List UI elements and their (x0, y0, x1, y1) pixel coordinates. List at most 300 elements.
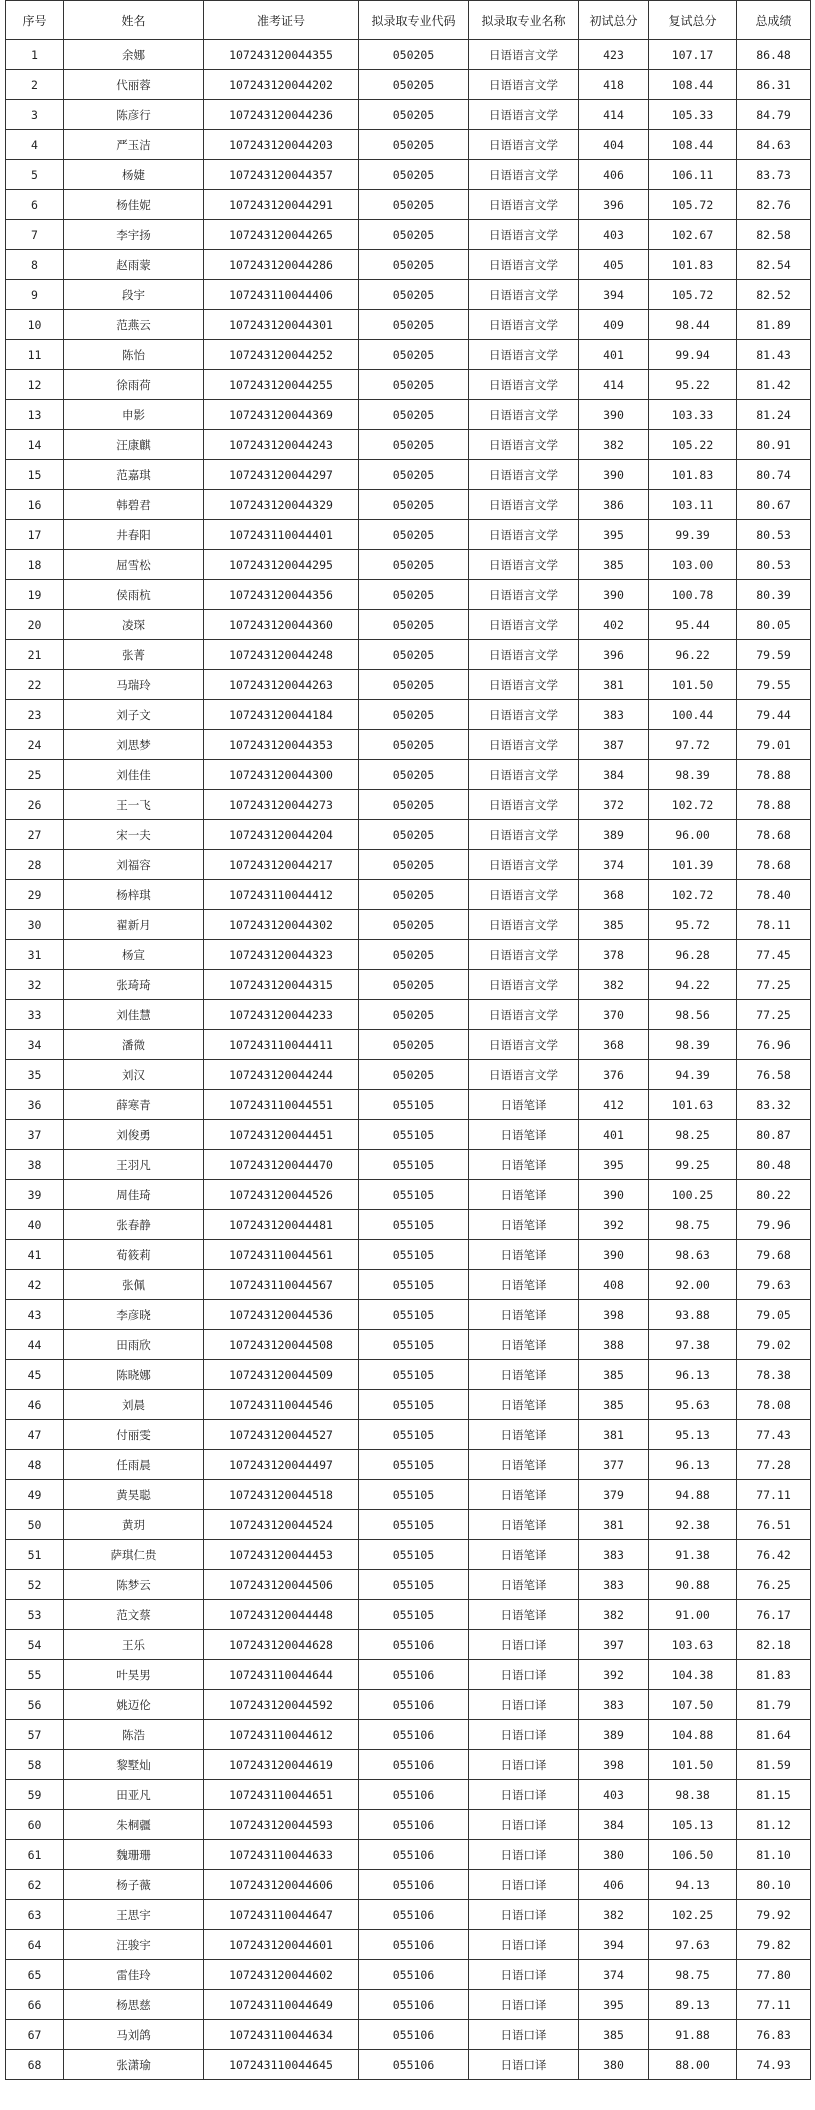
table-row (6, 310, 811, 340)
cell-retest-score: 105.72 (649, 190, 737, 220)
column-header-name: 姓名 (64, 1, 204, 40)
cell-retest-score: 106.50 (649, 1840, 737, 1870)
cell-major-code: 055106 (359, 1840, 469, 1870)
cell-retest-score: 102.72 (649, 880, 737, 910)
cell-index: 38 (6, 1150, 64, 1180)
table-row (6, 1120, 811, 1150)
cell-major-name: 日语语言文学 (469, 520, 579, 550)
cell-initial-score: 388 (579, 1330, 649, 1360)
cell-exam-id: 107243120044236 (204, 100, 359, 130)
cell-retest-score: 99.94 (649, 340, 737, 370)
cell-major-code: 050205 (359, 550, 469, 580)
cell-initial-score: 390 (579, 580, 649, 610)
cell-index: 3 (6, 100, 64, 130)
cell-major-name: 日语笔译 (469, 1450, 579, 1480)
cell-exam-id: 107243120044518 (204, 1480, 359, 1510)
cell-total-score: 84.63 (737, 130, 811, 160)
cell-major-code: 050205 (359, 580, 469, 610)
table-row (6, 1060, 811, 1090)
cell-index: 66 (6, 1990, 64, 2020)
cell-exam-id: 107243120044297 (204, 460, 359, 490)
cell-major-code: 055105 (359, 1600, 469, 1630)
cell-retest-score: 88.00 (649, 2050, 737, 2080)
cell-major-name: 日语笔译 (469, 1180, 579, 1210)
table-row (6, 1210, 811, 1240)
cell-name: 黄玥 (64, 1510, 204, 1540)
cell-total-score: 84.79 (737, 100, 811, 130)
cell-index: 56 (6, 1690, 64, 1720)
cell-name: 黎墅灿 (64, 1750, 204, 1780)
cell-initial-score: 381 (579, 670, 649, 700)
cell-major-code: 055106 (359, 1780, 469, 1810)
cell-name: 付丽雯 (64, 1420, 204, 1450)
cell-retest-score: 90.88 (649, 1570, 737, 1600)
cell-retest-score: 101.50 (649, 670, 737, 700)
cell-major-code: 055106 (359, 1810, 469, 1840)
cell-retest-score: 104.88 (649, 1720, 737, 1750)
cell-retest-score: 105.72 (649, 280, 737, 310)
cell-major-code: 050205 (359, 1060, 469, 1090)
cell-total-score: 83.73 (737, 160, 811, 190)
cell-major-code: 050205 (359, 40, 469, 70)
table-row (6, 670, 811, 700)
cell-total-score: 76.96 (737, 1030, 811, 1060)
cell-exam-id: 107243120044536 (204, 1300, 359, 1330)
cell-initial-score: 382 (579, 1900, 649, 1930)
cell-total-score: 79.59 (737, 640, 811, 670)
cell-major-name: 日语语言文学 (469, 970, 579, 1000)
cell-major-name: 日语笔译 (469, 1120, 579, 1150)
cell-initial-score: 384 (579, 1810, 649, 1840)
cell-major-name: 日语语言文学 (469, 910, 579, 940)
cell-index: 15 (6, 460, 64, 490)
cell-major-code: 050205 (359, 370, 469, 400)
cell-exam-id: 107243120044508 (204, 1330, 359, 1360)
cell-major-code: 050205 (359, 310, 469, 340)
table-row (6, 1900, 811, 1930)
cell-retest-score: 103.63 (649, 1630, 737, 1660)
cell-total-score: 81.79 (737, 1690, 811, 1720)
cell-major-code: 055106 (359, 1630, 469, 1660)
table-row (6, 1990, 811, 2020)
cell-initial-score: 403 (579, 1780, 649, 1810)
cell-total-score: 80.87 (737, 1120, 811, 1150)
table-row (6, 1000, 811, 1030)
cell-initial-score: 389 (579, 1720, 649, 1750)
cell-initial-score: 392 (579, 1210, 649, 1240)
cell-exam-id: 107243120044360 (204, 610, 359, 640)
cell-initial-score: 383 (579, 700, 649, 730)
cell-exam-id: 107243120044448 (204, 1600, 359, 1630)
cell-major-code: 050205 (359, 70, 469, 100)
cell-name: 张春静 (64, 1210, 204, 1240)
cell-retest-score: 91.88 (649, 2020, 737, 2050)
cell-major-name: 日语笔译 (469, 1090, 579, 1120)
cell-initial-score: 390 (579, 460, 649, 490)
cell-exam-id: 107243120044286 (204, 250, 359, 280)
cell-retest-score: 100.25 (649, 1180, 737, 1210)
cell-major-name: 日语笔译 (469, 1540, 579, 1570)
cell-major-code: 050205 (359, 1000, 469, 1030)
cell-total-score: 79.01 (737, 730, 811, 760)
cell-index: 23 (6, 700, 64, 730)
cell-major-name: 日语语言文学 (469, 280, 579, 310)
cell-major-name: 日语语言文学 (469, 820, 579, 850)
cell-initial-score: 423 (579, 40, 649, 70)
cell-exam-id: 107243120044619 (204, 1750, 359, 1780)
cell-retest-score: 98.56 (649, 1000, 737, 1030)
cell-initial-score: 414 (579, 370, 649, 400)
cell-major-code: 050205 (359, 790, 469, 820)
cell-major-name: 日语口译 (469, 1870, 579, 1900)
cell-name: 张菁 (64, 640, 204, 670)
cell-initial-score: 395 (579, 1150, 649, 1180)
cell-exam-id: 107243120044524 (204, 1510, 359, 1540)
cell-total-score: 81.10 (737, 1840, 811, 1870)
cell-initial-score: 396 (579, 640, 649, 670)
cell-major-code: 055106 (359, 1690, 469, 1720)
cell-major-code: 055105 (359, 1480, 469, 1510)
cell-major-name: 日语语言文学 (469, 130, 579, 160)
cell-initial-score: 412 (579, 1090, 649, 1120)
cell-major-code: 050205 (359, 730, 469, 760)
cell-major-name: 日语语言文学 (469, 460, 579, 490)
cell-exam-id: 107243120044291 (204, 190, 359, 220)
cell-retest-score: 97.72 (649, 730, 737, 760)
cell-name: 陈怡 (64, 340, 204, 370)
cell-initial-score: 383 (579, 1690, 649, 1720)
table-row (6, 1840, 811, 1870)
cell-total-score: 82.54 (737, 250, 811, 280)
table-row (6, 1660, 811, 1690)
cell-name: 宋一夫 (64, 820, 204, 850)
cell-initial-score: 396 (579, 190, 649, 220)
cell-index: 22 (6, 670, 64, 700)
cell-initial-score: 397 (579, 1630, 649, 1660)
cell-major-name: 日语语言文学 (469, 340, 579, 370)
cell-major-code: 055105 (359, 1390, 469, 1420)
cell-index: 48 (6, 1450, 64, 1480)
cell-total-score: 74.93 (737, 2050, 811, 2080)
cell-major-code: 050205 (359, 670, 469, 700)
cell-index: 64 (6, 1930, 64, 1960)
cell-total-score: 77.11 (737, 1480, 811, 1510)
cell-name: 屈雪松 (64, 550, 204, 580)
cell-retest-score: 95.22 (649, 370, 737, 400)
cell-index: 13 (6, 400, 64, 430)
cell-retest-score: 100.44 (649, 700, 737, 730)
cell-exam-id: 107243120044602 (204, 1960, 359, 1990)
cell-retest-score: 94.22 (649, 970, 737, 1000)
table-row (6, 970, 811, 1000)
cell-major-name: 日语口译 (469, 2020, 579, 2050)
cell-major-code: 055105 (359, 1450, 469, 1480)
table-row (6, 160, 811, 190)
cell-initial-score: 374 (579, 1960, 649, 1990)
cell-total-score: 78.68 (737, 850, 811, 880)
cell-total-score: 79.68 (737, 1240, 811, 1270)
cell-major-name: 日语笔译 (469, 1570, 579, 1600)
cell-index: 59 (6, 1780, 64, 1810)
cell-exam-id: 107243120044329 (204, 490, 359, 520)
cell-retest-score: 104.38 (649, 1660, 737, 1690)
cell-exam-id: 107243120044295 (204, 550, 359, 580)
cell-index: 16 (6, 490, 64, 520)
cell-exam-id: 107243120044593 (204, 1810, 359, 1840)
cell-major-code: 055106 (359, 2020, 469, 2050)
cell-major-code: 055106 (359, 1660, 469, 1690)
cell-total-score: 80.91 (737, 430, 811, 460)
cell-index: 19 (6, 580, 64, 610)
cell-name: 张潇瑜 (64, 2050, 204, 2080)
cell-retest-score: 102.67 (649, 220, 737, 250)
cell-name: 杨子薇 (64, 1870, 204, 1900)
table-row (6, 1360, 811, 1390)
cell-total-score: 76.58 (737, 1060, 811, 1090)
cell-retest-score: 103.33 (649, 400, 737, 430)
cell-exam-id: 107243120044481 (204, 1210, 359, 1240)
cell-name: 王乐 (64, 1630, 204, 1660)
table-row (6, 820, 811, 850)
cell-name: 陈浩 (64, 1720, 204, 1750)
table-row (6, 1150, 811, 1180)
cell-index: 41 (6, 1240, 64, 1270)
cell-index: 17 (6, 520, 64, 550)
cell-exam-id: 107243110044406 (204, 280, 359, 310)
table-row (6, 1630, 811, 1660)
table-row (6, 1240, 811, 1270)
table-row (6, 760, 811, 790)
cell-initial-score: 382 (579, 970, 649, 1000)
cell-exam-id: 107243120044248 (204, 640, 359, 670)
cell-name: 刘汉 (64, 1060, 204, 1090)
cell-initial-score: 395 (579, 520, 649, 550)
cell-major-name: 日语语言文学 (469, 1030, 579, 1060)
cell-index: 33 (6, 1000, 64, 1030)
table-row (6, 910, 811, 940)
cell-total-score: 80.53 (737, 550, 811, 580)
table-row (6, 1570, 811, 1600)
cell-index: 11 (6, 340, 64, 370)
cell-exam-id: 107243120044233 (204, 1000, 359, 1030)
cell-initial-score: 414 (579, 100, 649, 130)
cell-index: 39 (6, 1180, 64, 1210)
cell-name: 刘晨 (64, 1390, 204, 1420)
cell-retest-score: 98.75 (649, 1210, 737, 1240)
cell-total-score: 86.31 (737, 70, 811, 100)
cell-exam-id: 107243120044244 (204, 1060, 359, 1090)
cell-retest-score: 105.22 (649, 430, 737, 460)
cell-retest-score: 98.39 (649, 1030, 737, 1060)
cell-major-name: 日语语言文学 (469, 160, 579, 190)
cell-name: 任雨晨 (64, 1450, 204, 1480)
cell-exam-id: 107243120044203 (204, 130, 359, 160)
cell-retest-score: 101.50 (649, 1750, 737, 1780)
cell-index: 58 (6, 1750, 64, 1780)
cell-index: 21 (6, 640, 64, 670)
cell-exam-id: 107243120044301 (204, 310, 359, 340)
cell-exam-id: 107243120044184 (204, 700, 359, 730)
cell-major-code: 050205 (359, 970, 469, 1000)
table-row (6, 1330, 811, 1360)
cell-major-name: 日语口译 (469, 1990, 579, 2020)
cell-index: 49 (6, 1480, 64, 1510)
cell-total-score: 80.53 (737, 520, 811, 550)
cell-total-score: 78.38 (737, 1360, 811, 1390)
cell-total-score: 77.11 (737, 1990, 811, 2020)
cell-initial-score: 385 (579, 910, 649, 940)
cell-total-score: 78.88 (737, 760, 811, 790)
cell-name: 侯雨杭 (64, 580, 204, 610)
cell-retest-score: 99.39 (649, 520, 737, 550)
cell-retest-score: 97.38 (649, 1330, 737, 1360)
cell-total-score: 80.67 (737, 490, 811, 520)
cell-name: 叶昊男 (64, 1660, 204, 1690)
table-row (6, 220, 811, 250)
cell-total-score: 79.63 (737, 1270, 811, 1300)
cell-index: 5 (6, 160, 64, 190)
cell-major-code: 055105 (359, 1540, 469, 1570)
cell-exam-id: 107243120044628 (204, 1630, 359, 1660)
cell-retest-score: 96.28 (649, 940, 737, 970)
cell-name: 翟新月 (64, 910, 204, 940)
cell-major-name: 日语语言文学 (469, 790, 579, 820)
cell-name: 杨梓琪 (64, 880, 204, 910)
table-row (6, 1690, 811, 1720)
cell-retest-score: 102.25 (649, 1900, 737, 1930)
table-row (6, 1600, 811, 1630)
cell-initial-score: 382 (579, 430, 649, 460)
cell-major-name: 日语语言文学 (469, 250, 579, 280)
cell-major-name: 日语口译 (469, 1750, 579, 1780)
cell-major-name: 日语口译 (469, 1900, 579, 1930)
cell-major-name: 日语口译 (469, 2050, 579, 2080)
table-row (6, 340, 811, 370)
cell-major-code: 050205 (359, 940, 469, 970)
score-table-container (5, 0, 810, 2080)
cell-major-name: 日语语言文学 (469, 490, 579, 520)
cell-major-code: 050205 (359, 700, 469, 730)
cell-exam-id: 107243120044263 (204, 670, 359, 700)
cell-exam-id: 107243110044551 (204, 1090, 359, 1120)
cell-major-name: 日语笔译 (469, 1270, 579, 1300)
cell-initial-score: 374 (579, 850, 649, 880)
table-row (6, 580, 811, 610)
cell-name: 田亚凡 (64, 1780, 204, 1810)
cell-total-score: 77.28 (737, 1450, 811, 1480)
cell-total-score: 79.92 (737, 1900, 811, 1930)
cell-retest-score: 98.75 (649, 1960, 737, 1990)
cell-major-code: 055105 (359, 1180, 469, 1210)
cell-total-score: 78.40 (737, 880, 811, 910)
cell-major-name: 日语笔译 (469, 1150, 579, 1180)
table-row (6, 520, 811, 550)
cell-index: 12 (6, 370, 64, 400)
cell-initial-score: 408 (579, 1270, 649, 1300)
cell-initial-score: 418 (579, 70, 649, 100)
table-row (6, 730, 811, 760)
cell-index: 30 (6, 910, 64, 940)
cell-exam-id: 107243120044357 (204, 160, 359, 190)
cell-exam-id: 107243110044411 (204, 1030, 359, 1060)
cell-index: 50 (6, 1510, 64, 1540)
cell-retest-score: 94.39 (649, 1060, 737, 1090)
cell-major-name: 日语语言文学 (469, 370, 579, 400)
cell-index: 52 (6, 1570, 64, 1600)
cell-total-score: 82.18 (737, 1630, 811, 1660)
table-row (6, 1270, 811, 1300)
cell-major-code: 055106 (359, 1960, 469, 1990)
cell-name: 刘子文 (64, 700, 204, 730)
cell-initial-score: 395 (579, 1990, 649, 2020)
cell-major-name: 日语笔译 (469, 1390, 579, 1420)
cell-major-name: 日语语言文学 (469, 580, 579, 610)
cell-initial-score: 406 (579, 160, 649, 190)
cell-major-name: 日语语言文学 (469, 610, 579, 640)
cell-major-name: 日语笔译 (469, 1480, 579, 1510)
cell-major-name: 日语口译 (469, 1930, 579, 1960)
table-row (6, 40, 811, 70)
cell-exam-id: 107243110044651 (204, 1780, 359, 1810)
cell-major-code: 050205 (359, 460, 469, 490)
cell-total-score: 83.32 (737, 1090, 811, 1120)
admission-score-table (5, 0, 811, 2080)
cell-exam-id: 107243110044612 (204, 1720, 359, 1750)
cell-major-name: 日语口译 (469, 1810, 579, 1840)
cell-index: 28 (6, 850, 64, 880)
cell-major-code: 050205 (359, 220, 469, 250)
cell-initial-score: 402 (579, 610, 649, 640)
cell-name: 潘微 (64, 1030, 204, 1060)
cell-initial-score: 380 (579, 2050, 649, 2080)
cell-retest-score: 98.44 (649, 310, 737, 340)
cell-major-name: 日语语言文学 (469, 940, 579, 970)
cell-name: 段宇 (64, 280, 204, 310)
cell-retest-score: 108.44 (649, 130, 737, 160)
cell-major-code: 055105 (359, 1120, 469, 1150)
cell-major-name: 日语口译 (469, 1690, 579, 1720)
cell-retest-score: 94.88 (649, 1480, 737, 1510)
cell-exam-id: 107243120044315 (204, 970, 359, 1000)
cell-index: 34 (6, 1030, 64, 1060)
table-row (6, 790, 811, 820)
cell-retest-score: 101.83 (649, 250, 737, 280)
cell-retest-score: 106.11 (649, 160, 737, 190)
cell-name: 马瑞玲 (64, 670, 204, 700)
table-row (6, 640, 811, 670)
cell-total-score: 79.96 (737, 1210, 811, 1240)
cell-total-score: 77.25 (737, 1000, 811, 1030)
cell-index: 31 (6, 940, 64, 970)
cell-initial-score: 368 (579, 1030, 649, 1060)
table-row (6, 700, 811, 730)
cell-exam-id: 107243120044273 (204, 790, 359, 820)
table-row (6, 100, 811, 130)
cell-index: 62 (6, 1870, 64, 1900)
cell-index: 37 (6, 1120, 64, 1150)
cell-initial-score: 370 (579, 1000, 649, 1030)
cell-index: 26 (6, 790, 64, 820)
cell-major-code: 050205 (359, 640, 469, 670)
table-row (6, 280, 811, 310)
cell-exam-id: 107243120044302 (204, 910, 359, 940)
cell-total-score: 81.89 (737, 310, 811, 340)
table-row (6, 850, 811, 880)
table-row (6, 1420, 811, 1450)
cell-index: 18 (6, 550, 64, 580)
table-row (6, 1510, 811, 1540)
cell-initial-score: 406 (579, 1870, 649, 1900)
